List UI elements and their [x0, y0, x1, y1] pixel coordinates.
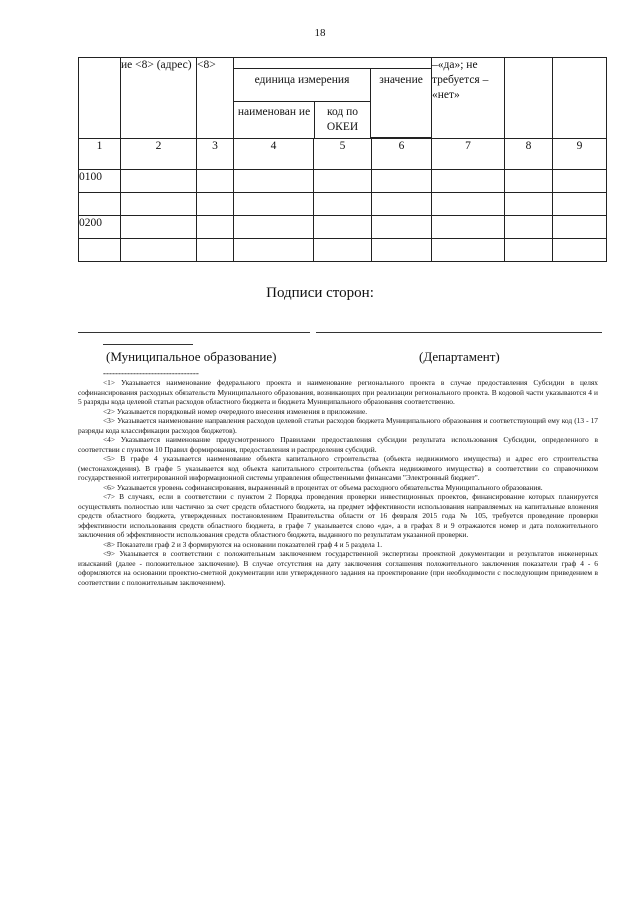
column-number: 5	[314, 139, 372, 170]
footnote: <4> Указывается наименование предусмотренного Правилами предоставления субсидии результата использования Субсидии, определенного в соответствии с пунктом 10 Правил формирования, предоставления и распределения субсидий.	[78, 435, 598, 454]
signature-label-municipality: (Муниципальное образование)	[106, 349, 277, 364]
table-row	[79, 193, 607, 216]
row-code: 0200	[79, 216, 121, 239]
signature-line-right	[316, 332, 602, 333]
header-cell-8	[505, 58, 553, 139]
page-number: 18	[314, 27, 326, 39]
header-cell-7: –«да»; не требуется – «нет»	[432, 58, 505, 139]
footnote: <3> Указывается наименование направления расходов целевой статьи расходов бюджета Муниципального образования и соответствующий ему код (13 - 17 разряды кода классификации расходов бюджетов).	[78, 416, 598, 435]
footnote: <2> Указывается порядковый номер очередного внесения изменения в приложение.	[103, 406, 368, 416]
signature-line-left	[78, 332, 310, 333]
table-row	[79, 216, 607, 239]
column-number: 3	[197, 139, 234, 170]
footnote: <1> Указывается наименование федерального проекта и наименование регионального проекта в случае предоставления Субсидии в целях софинансирования расходных обязательств Муниципального образования, возникающих при реализации регионального проекта. В кодовой части указываются 4 и 5 разряды кода целевой статьи расходов областного бюджета и бюджета Муниципального образования соответственно.	[78, 378, 598, 406]
header-cell-3: <8>	[197, 58, 234, 139]
column-number: 1	[79, 139, 121, 170]
divider-line	[103, 344, 193, 345]
header-unit: единица измерения	[234, 69, 371, 102]
header-value: значение	[371, 69, 432, 138]
unit-subtable	[234, 68, 431, 138]
column-number: 2	[121, 139, 197, 170]
table-row	[79, 239, 607, 262]
footnote: <9> Указывается в соответствии с положительным заключением государственной экспертизы проектной документации и результатов инженерных изысканий (далее - положительное заключение). В случае отсутствия на дату заключения соглашения положительного заключения показатели граф 4 - 6 оформляются на основании проектно-сметной документации или утвержденного задания на проектирование (при необходимости с последующим приведением в соответствии с положительным заключением).	[78, 549, 598, 587]
footnote: <5> В графе 4 указывается наименование объекта капитального строительства (объекта недвижимого имущества) и адрес его строительства (местонахождения). В графе 5 указывается код объекта капитального строительства (объекта недвижимого имущества) в соответствии со справочником государственной интегрированной информационной системы управления общественными финансами "Электронный бюджет".	[78, 454, 598, 482]
footnote: <7> В случаях, если в соответствии с пунктом 2 Порядка проведения проверки инвестиционных проектов, финансирование которых планируется осуществлять полностью или частично за счет средств областного бюджета, на предмет эффективности использования направляемых на капитальные вложения средств областного бюджета, утвержденных постановлением Правительства области от 16 февраля 2015 года № 105, требуется проведение проверки эффективности использования средств областного бюджета, в графе 7 указывается слово «да», а в графах 8 и 9 отражаются номер и дата положительного заключения об эффективности использования средств областного бюджета, выданного по результатам указанной проверки.	[78, 492, 598, 539]
header-cell-9	[553, 58, 607, 139]
row-code: 0100	[79, 170, 121, 193]
table-row	[79, 170, 607, 193]
header-unit-code: код по ОКЕИ	[315, 102, 371, 138]
footnote: <8> Показатели граф 2 и 3 формируются на основании показателей граф 4 и 5 раздела 1.	[103, 539, 383, 549]
header-unit-group	[234, 58, 432, 139]
column-number: 7	[432, 139, 505, 170]
column-number: 8	[505, 139, 553, 170]
footnotes	[78, 378, 598, 587]
header-cell-1	[79, 58, 121, 139]
header-unit-name: наименован ие	[234, 102, 315, 138]
column-number: 9	[553, 139, 607, 170]
footnote: <6> Указывается уровень софинансирования, выраженный в процентах от объема расходного обязательства Муниципального образования.	[103, 482, 543, 492]
signature-label-department: (Департамент)	[419, 349, 500, 364]
data-table	[78, 57, 607, 262]
header-cell-address: ие <8> (адрес)	[121, 58, 197, 139]
signatures-title: Подписи сторон:	[266, 285, 374, 301]
table-header-row	[79, 58, 607, 139]
column-number-row	[79, 139, 607, 170]
column-number: 4	[234, 139, 314, 170]
footnote-separator: --------------------------------	[103, 368, 199, 378]
column-number: 6	[372, 139, 432, 170]
